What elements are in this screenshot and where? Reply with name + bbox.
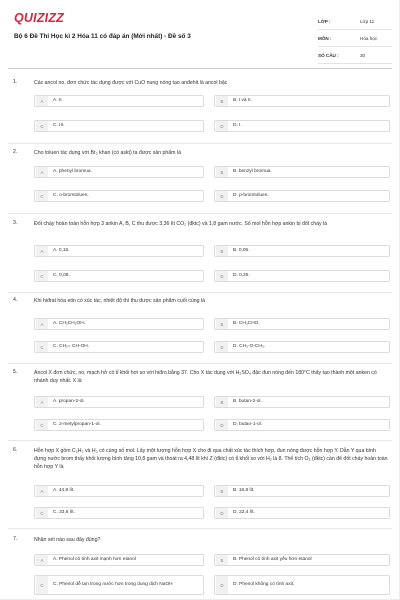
question-divider <box>8 528 392 529</box>
option-d[interactable] <box>214 270 390 282</box>
option-letter: D <box>216 271 228 281</box>
option-text: A. II. <box>53 98 63 104</box>
question-divider <box>8 440 392 441</box>
option-c[interactable] <box>34 270 204 282</box>
question-divider <box>8 363 392 364</box>
option-letter: B <box>216 397 228 407</box>
option-d[interactable] <box>214 419 390 431</box>
option-text: C. CH₂= CH-OH. <box>53 344 90 350</box>
option-d[interactable] <box>214 507 390 519</box>
meta-label: SỐ CÂU : <box>318 52 339 58</box>
option-text: A. Phenol có tính axit mạnh hơn etanol <box>53 557 136 563</box>
option-c[interactable] <box>34 341 204 353</box>
option-letter: D <box>216 191 228 201</box>
option-a[interactable] <box>34 396 204 408</box>
option-b[interactable] <box>214 485 390 497</box>
option-b[interactable] <box>214 166 390 178</box>
question-text: Cho toluen tác dụng với Br₂ khan (có askt) ta được sản phẩm là <box>34 150 181 156</box>
option-letter: A <box>36 167 48 177</box>
option-letter: B <box>216 246 228 256</box>
option-letter: A <box>36 96 48 106</box>
question-text: Các ancol no, đơn chức tác dụng được với CuO nung nóng tạo anđehit là ancol bậc <box>34 80 228 86</box>
option-letter: C <box>36 420 48 430</box>
option-a[interactable] <box>34 166 204 178</box>
option-text: A. 0,15. <box>53 248 70 254</box>
option-letter: D <box>216 420 228 430</box>
option-text: C. 2-metylpropan-1-ol. <box>53 422 101 428</box>
question-text: Đốt cháy hoàn toàn hỗn hợp 3 ankin A, B, C thu được 3,36 lít CO₂ (đktc) và 1,8 gam nước. Số mol hỗn hợp ankin bị đốt cháy là <box>34 221 328 227</box>
option-letter: B <box>216 96 228 106</box>
option-text: C. III. <box>53 123 65 129</box>
question-divider <box>8 143 392 144</box>
question-number: 7. <box>13 536 18 542</box>
question-text: Ancol X đơn chức, no, mạch hở có tỉ khối hơi so với hiđro bằng 37. Cho X tác dụng với H₂SO₄ đặc đun nóng đến 180°C thấy tạo thành một anken có nhánh duy nhất. X là <box>34 370 377 384</box>
option-letter: B <box>216 167 228 177</box>
quizizz-logo: QUIZIZZ <box>14 11 65 25</box>
option-d[interactable] <box>214 341 390 353</box>
option-a[interactable] <box>34 485 204 497</box>
option-letter: B <box>216 319 228 329</box>
option-letter: D <box>216 508 228 518</box>
meta-label: LỚP : <box>318 18 331 24</box>
meta-row-class <box>318 13 392 30</box>
option-letter: A <box>36 319 48 329</box>
option-letter: C <box>36 576 48 594</box>
option-d[interactable] <box>214 120 390 132</box>
option-text: B. CH₃CHO. <box>233 321 260 327</box>
option-a[interactable] <box>34 318 204 330</box>
option-letter: C <box>36 121 48 131</box>
meta-value: Hóa học <box>360 35 378 41</box>
option-letter: A <box>36 246 48 256</box>
option-c[interactable] <box>34 120 204 132</box>
question-divider <box>8 213 392 214</box>
option-text: C. 0,08. <box>53 273 70 279</box>
option-letter: B <box>216 555 228 565</box>
meta-row-count <box>318 47 392 64</box>
option-letter: C <box>36 508 48 518</box>
option-a[interactable] <box>34 245 204 257</box>
option-text: B. 16,8 lít. <box>233 488 255 494</box>
option-c[interactable] <box>34 575 204 595</box>
option-letter: D <box>216 342 228 352</box>
meta-row-subject <box>318 30 392 47</box>
option-text: D. CH₃-O-CH₃. <box>233 344 266 350</box>
page-title: Bộ 6 Đề Thi Học kì 2 Hóa 11 có đáp án (Mới nhất) - Đề số 3 <box>14 33 191 40</box>
header-divider <box>8 68 392 69</box>
question-text: Hỗn hợp X gồm C₂H₂ và H₂ có cùng số mol. Lấy một lượng hỗn hợp X cho đi qua chất xúc tác thích hợp, đun nóng được hỗn hợp Y. Dẫn Y qua bình đựng nước brom thấy khối lượng bình tăng 10,8 gam và thoát ra 4,48 lít khí Z (đktc) có tỉ khối so với H₂ là 8. Thể tích O₂ (đktc) cần để đốt cháy hoàn toàn hỗn hợp Y là <box>34 448 388 470</box>
option-text: D. p-bromtoluen. <box>233 193 269 199</box>
option-c[interactable] <box>34 190 204 202</box>
question-number: 1. <box>13 79 18 85</box>
option-a[interactable] <box>34 95 204 107</box>
option-text: D. 0,25. <box>233 273 250 279</box>
option-c[interactable] <box>34 419 204 431</box>
question-number: 4. <box>13 297 18 303</box>
option-letter: A <box>36 486 48 496</box>
option-text: B. benzyl bromua. <box>233 169 272 175</box>
option-text: C. 33,6 lít. <box>53 510 75 516</box>
option-c[interactable] <box>34 507 204 519</box>
option-b[interactable] <box>214 245 390 257</box>
option-text: B. 0,05. <box>233 248 250 254</box>
option-text: A. phenyl bromua. <box>53 169 92 175</box>
meta-table <box>318 13 392 64</box>
question-number: 5. <box>13 369 18 375</box>
option-text: B. butan-2-ol. <box>233 399 262 405</box>
question-divider <box>8 292 392 293</box>
question-number: 6. <box>13 447 18 453</box>
option-d[interactable] <box>214 575 390 595</box>
meta-label: MÔN : <box>318 35 332 41</box>
option-text: D. Phenol không có tính axit. <box>233 582 295 588</box>
option-b[interactable] <box>214 396 390 408</box>
option-letter: B <box>216 486 228 496</box>
meta-value: 30 <box>360 52 366 58</box>
option-letter: A <box>36 397 48 407</box>
option-text: A. CH₃CH₂OH. <box>53 321 86 327</box>
option-letter: C <box>36 271 48 281</box>
question-text: Nhận xét nào sau đây đúng? <box>34 537 101 543</box>
option-text: B. I và II. <box>233 98 252 104</box>
option-letter: D <box>216 121 228 131</box>
question-number: 2. <box>13 149 18 155</box>
option-text: A. 44,8 lít. <box>53 488 75 494</box>
option-b[interactable] <box>214 318 390 330</box>
option-text: C. Phenol dễ tan trong nước hơn trong dung dịch NaOH <box>53 582 173 588</box>
question-number: 3. <box>13 220 18 226</box>
option-text: B. Phenol có tính axit yếu hơn etanol <box>233 557 312 563</box>
meta-value: Lớp 11 <box>360 18 375 24</box>
option-d[interactable] <box>214 190 390 202</box>
question-text: Khi hiđrat hóa etin có xúc tác, nhiệt độ thì thu được sản phẩm cuối cùng là <box>34 298 205 304</box>
option-text: C. o-bromtoluen. <box>53 193 89 199</box>
option-text: D. butan-1-ol. <box>233 422 263 428</box>
option-text: D. 22,4 lít. <box>233 510 255 516</box>
option-text: D. I. <box>233 123 242 129</box>
option-a[interactable] <box>34 554 204 566</box>
option-letter: A <box>36 555 48 565</box>
option-letter: D <box>216 576 228 594</box>
option-letter: C <box>36 342 48 352</box>
option-b[interactable] <box>214 95 390 107</box>
option-letter: C <box>36 191 48 201</box>
option-b[interactable] <box>214 554 390 566</box>
option-text: A. propan-2-ol. <box>53 399 85 405</box>
